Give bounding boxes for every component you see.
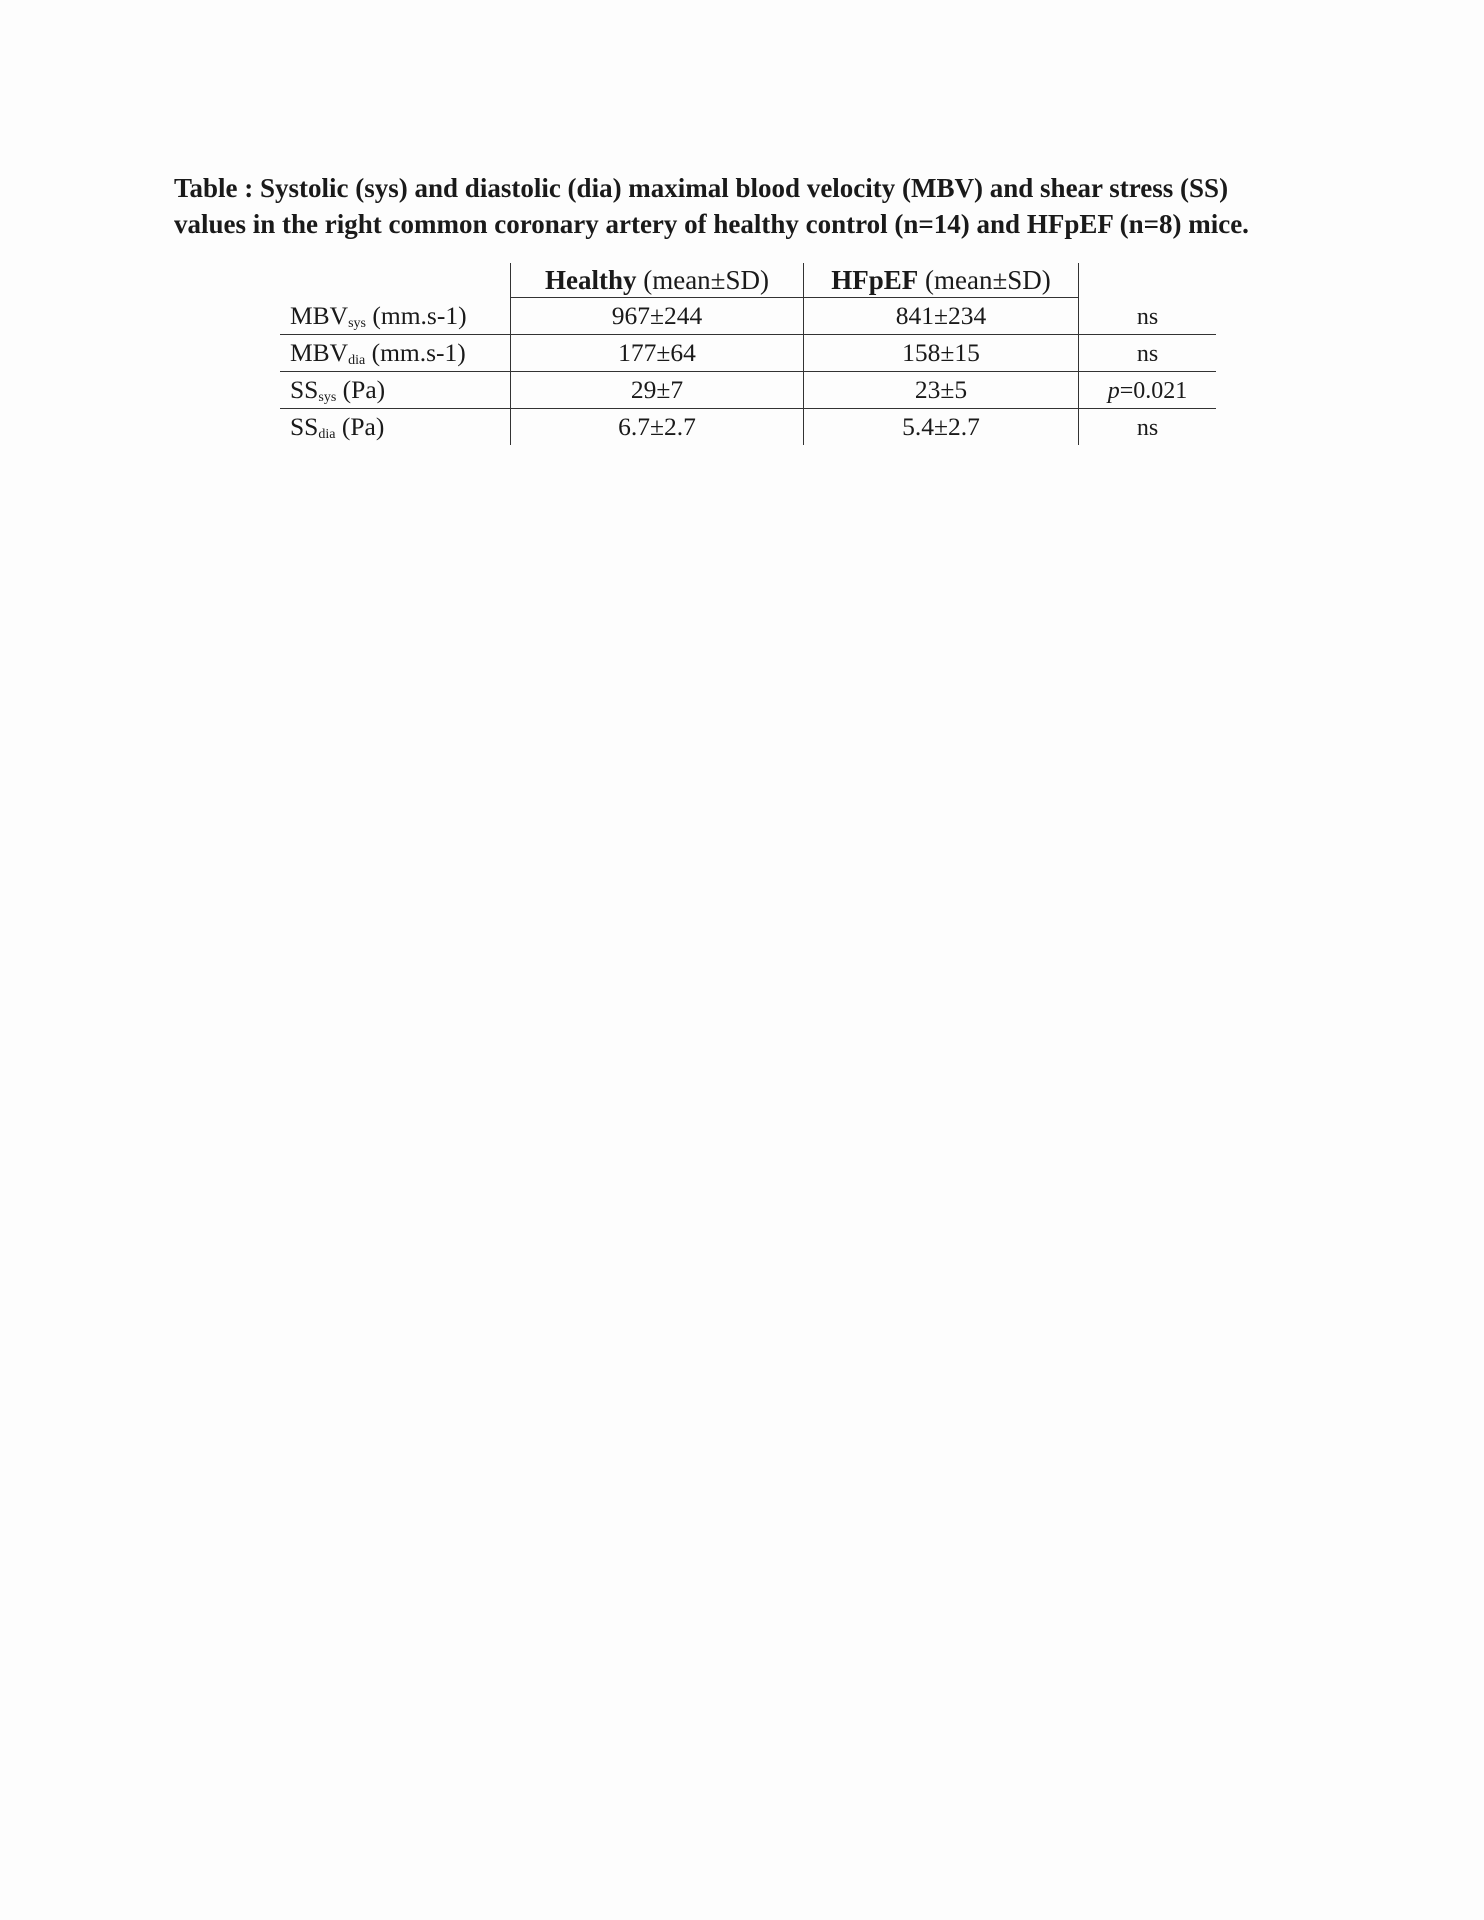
p-prefix: p bbox=[1107, 378, 1120, 404]
cell-healthy: 177±64 bbox=[511, 334, 804, 371]
caption-line-2: values in the right common coronary artery of healthy control (n=14) and HFpEF (n=8) mice. bbox=[174, 209, 1249, 239]
cell-hfpef: 841±234 bbox=[804, 298, 1079, 335]
header-hfpef bbox=[804, 263, 1079, 298]
row-label bbox=[280, 408, 511, 445]
p-value: =0.021 bbox=[1119, 378, 1188, 404]
p-value: ns bbox=[1136, 304, 1159, 330]
cell-pvalue bbox=[1079, 334, 1217, 371]
header-hfpef-bold: HFpEF bbox=[831, 264, 919, 295]
header-healthy-bold: Healthy bbox=[544, 264, 637, 295]
row-label bbox=[280, 298, 511, 335]
row-label-main: MBV bbox=[290, 301, 349, 330]
table-row bbox=[280, 298, 1216, 335]
cell-hfpef: 158±15 bbox=[804, 334, 1079, 371]
p-value: ns bbox=[1136, 341, 1159, 367]
row-label-unit: (mm.s-1) bbox=[365, 338, 466, 367]
row-label-main: SS bbox=[290, 375, 319, 404]
table-row bbox=[280, 334, 1216, 371]
row-label-sub: dia bbox=[348, 353, 366, 368]
cell-healthy: 967±244 bbox=[511, 298, 804, 335]
row-label-unit: (Pa) bbox=[335, 412, 385, 441]
results-table bbox=[280, 263, 1216, 445]
cell-healthy: 29±7 bbox=[511, 371, 804, 408]
cell-pvalue bbox=[1079, 371, 1217, 408]
cell-hfpef: 5.4±2.7 bbox=[804, 408, 1079, 445]
row-label-main: SS bbox=[290, 412, 319, 441]
caption-line-1: Table : Systolic (sys) and diastolic (dia) maximal blood velocity (MBV) and shear stress (SS) bbox=[174, 173, 1229, 203]
table-caption bbox=[174, 170, 1324, 242]
table-row bbox=[280, 371, 1216, 408]
row-label-unit: (mm.s-1) bbox=[366, 301, 467, 330]
row-label-main: MBV bbox=[290, 338, 349, 367]
row-label-sub: sys bbox=[348, 316, 367, 331]
header-healthy-rest: (mean±SD) bbox=[636, 264, 770, 295]
cell-healthy: 6.7±2.7 bbox=[511, 408, 804, 445]
cell-pvalue bbox=[1079, 298, 1217, 335]
table-row bbox=[280, 408, 1216, 445]
cell-pvalue bbox=[1079, 408, 1217, 445]
row-label-sub: dia bbox=[318, 427, 336, 442]
header-pvalue bbox=[1079, 263, 1217, 298]
header-hfpef-rest: (mean±SD) bbox=[918, 264, 1051, 295]
row-label bbox=[280, 371, 511, 408]
row-label-unit: (Pa) bbox=[336, 375, 386, 404]
p-value: ns bbox=[1136, 415, 1159, 441]
header-empty-label bbox=[280, 263, 511, 298]
row-label-sub: sys bbox=[318, 390, 337, 405]
cell-hfpef: 23±5 bbox=[804, 371, 1079, 408]
table-header-row bbox=[280, 263, 1216, 298]
row-label bbox=[280, 334, 511, 371]
header-healthy bbox=[511, 263, 804, 298]
